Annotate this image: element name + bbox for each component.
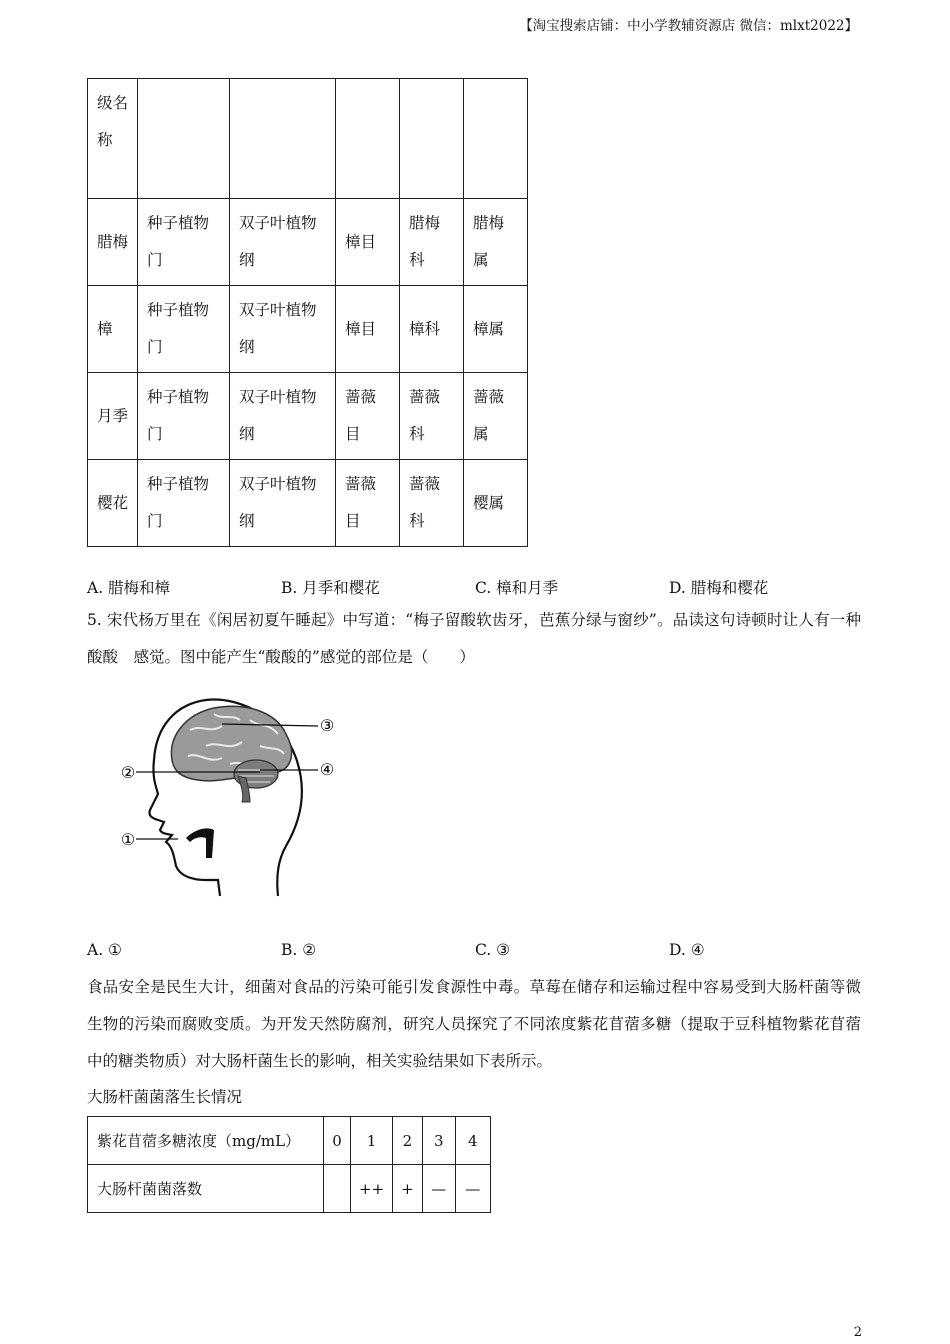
table-row (88, 373, 528, 460)
table-row (88, 460, 528, 547)
table-cell: — (455, 1165, 490, 1213)
q4-option-c[interactable]: C. 樟和月季 (475, 579, 559, 597)
table-cell: 樟目 (336, 286, 400, 373)
label-3: ③ (319, 716, 335, 735)
table-cell: 樱花 (88, 460, 138, 547)
table-row (88, 79, 528, 199)
table-cell: 3 (422, 1117, 455, 1165)
table-cell-empty (138, 79, 230, 199)
table-cell: 0 (324, 1117, 351, 1165)
label-4: ④ (319, 760, 335, 779)
table-cell-empty (230, 79, 336, 199)
head-brain-diagram (110, 690, 350, 900)
tongue-icon (186, 828, 214, 858)
label-2: ② (120, 763, 136, 782)
q4-option-a[interactable]: A. 腊梅和樟 (87, 579, 171, 597)
table-cell: 樟 (88, 286, 138, 373)
table-cell: 蔷薇属 (464, 373, 528, 460)
colony-label: 大肠杆菌菌落数 (88, 1165, 324, 1213)
table-cell: 双子叶植物纲 (230, 199, 336, 286)
table-cell: 种子植物门 (138, 373, 230, 460)
table-cell: 腊梅科 (400, 199, 464, 286)
table-cell: 蔷薇目 (336, 373, 400, 460)
classification-table (87, 78, 528, 547)
table-cell: 4 (455, 1117, 490, 1165)
q5-option-c[interactable]: C. ③ (475, 941, 511, 959)
table-cell: 腊梅属 (464, 199, 528, 286)
table-cell: 种子植物门 (138, 286, 230, 373)
table-cell-empty (336, 79, 400, 199)
table-cell-empty (400, 79, 464, 199)
table-row (88, 286, 528, 373)
table-cell: 樱属 (464, 460, 528, 547)
table-cell: 蔷薇科 (400, 460, 464, 547)
table-cell: 樟属 (464, 286, 528, 373)
table-cell (324, 1165, 351, 1213)
table-cell: 双子叶植物纲 (230, 373, 336, 460)
table-cell: ++ (351, 1165, 393, 1213)
q5-option-d[interactable]: D. ④ (669, 941, 705, 959)
table-cell: 1 (351, 1117, 393, 1165)
label-1: ① (120, 830, 136, 849)
table-cell: 种子植物门 (138, 460, 230, 547)
table-cell: 蔷薇科 (400, 373, 464, 460)
table-cell: 种子植物门 (138, 199, 230, 286)
table-row (88, 1165, 491, 1213)
concentration-label: 紫花苜蓿多糖浓度（mg/mL） (88, 1117, 324, 1165)
table-cell: 2 (393, 1117, 423, 1165)
page-header: 【淘宝搜索店铺：中小学教辅资源店 微信：mlxt2022】 (519, 18, 858, 34)
table-cell: 腊梅 (88, 199, 138, 286)
table-cell: 樟目 (336, 199, 400, 286)
table-cell: + (393, 1165, 423, 1213)
q4-option-d[interactable]: D. 腊梅和樱花 (669, 579, 769, 597)
q4-option-b[interactable]: B. 月季和樱花 (281, 579, 380, 597)
q5-options (87, 941, 877, 965)
ecoli-table (87, 1116, 491, 1213)
passage-text: 食品安全是民生大计，细菌对食品的污染可能引发食源性中毒。草莓在储存和运输过程中容易受到大肠杆菌等微生物的污染而腐败变质。为开发天然防腐剂，研究人员探究了不同浓度紫花苜蓿多糖（提取于豆科植物紫花苜蓿中的糖类物质）对大肠杆菌生长的影响，相关实验结果如下表所示。 (87, 978, 861, 1070)
page-number: 2 (853, 1325, 862, 1340)
question-5-text: 5. 宋代杨万里在《闲居初夏午睡起》中写道：“梅子留酸软齿牙，芭蕉分绿与窗纱”。品读这句诗顿时让人有一种酸酸 感觉。图中能产生“酸酸的”感觉的部位是（ ） (87, 611, 861, 666)
table-cell: — (422, 1165, 455, 1213)
table-cell: 月季 (88, 373, 138, 460)
table-row (88, 1117, 491, 1165)
table-row (88, 199, 528, 286)
table-cell-header: 级名称 (88, 79, 138, 199)
q4-options (87, 576, 877, 600)
table-cell-empty (464, 79, 528, 199)
table-cell: 双子叶植物纲 (230, 286, 336, 373)
brain-figure (110, 690, 350, 900)
q5-option-b[interactable]: B. ② (281, 941, 317, 959)
q5-option-a[interactable]: A. ① (87, 941, 122, 959)
table-caption: 大肠杆菌菌落生长情况 (87, 1088, 243, 1106)
table-cell: 蔷薇目 (336, 460, 400, 547)
table-cell: 樟科 (400, 286, 464, 373)
table-cell: 双子叶植物纲 (230, 460, 336, 547)
